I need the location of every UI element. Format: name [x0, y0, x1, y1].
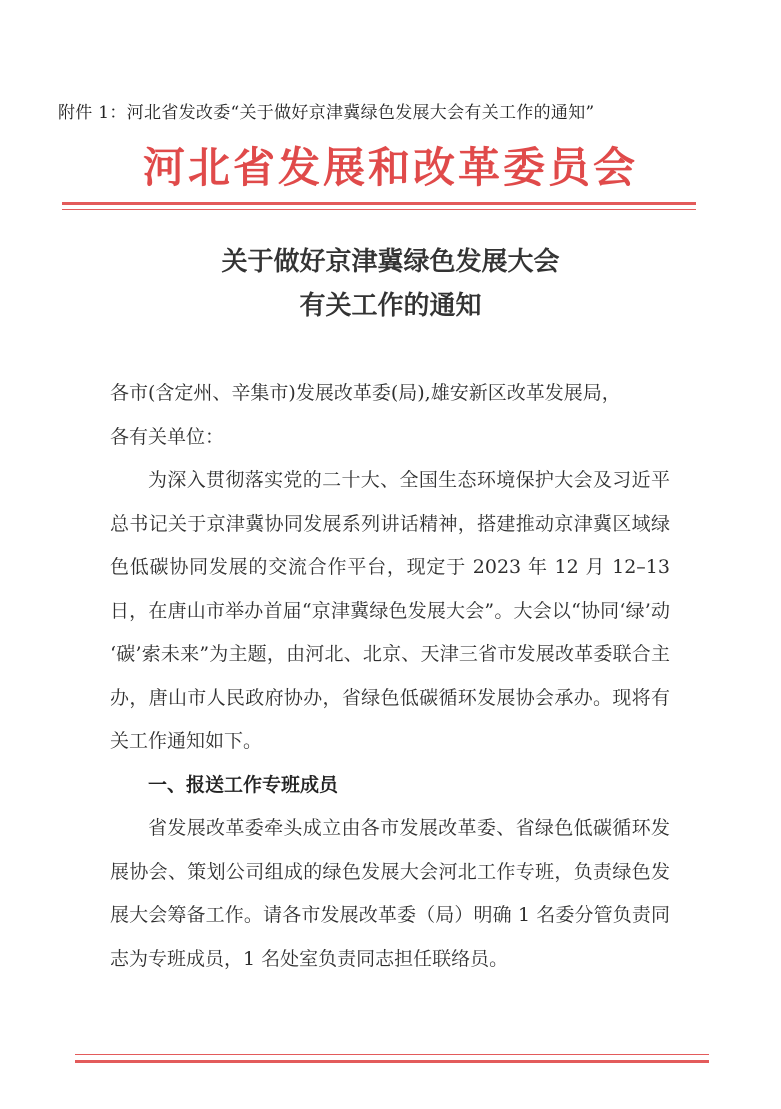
- footer-red-rule-thin: [75, 1054, 709, 1055]
- section1-paragraph: 省发展改革委牵头成立由各市发展改革委、省绿色低碳循环发展协会、策划公司组成的绿色发展大会河北工作专班，负责绿色发展大会筹备工作。请各市发展改革委（局）明确 1 名委分管负责同志为专班成员，1 名处室负责同志担任联络员。: [110, 817, 670, 970]
- agency-header: 河北省发展和改革委员会: [142, 143, 638, 192]
- salutation-line2: 各有关单位：: [110, 425, 225, 448]
- document-body: [110, 372, 670, 981]
- intro-paragraph: 为深入贯彻落实党的二十大、全国生态环境保护大会及习近平总书记关于京津冀协同发展系列讲话精神，搭建推动京津冀区域绿色低碳协同发展的交流合作平台，现定于 2023 年 12 月 12–13 日，在唐山市举办首届“京津冀绿色发展大会”。大会以“协同‘绿’动 ‘碳’索未来”为主题，由河北、北京、天津三省市发展改革委联合主办，唐山市人民政府协办，省绿色低碳循环发展协会承办。现将有关工作通知如下。: [110, 469, 670, 752]
- document-title-line1: 关于做好京津冀绿色发展大会: [221, 247, 560, 277]
- salutation-line1: 各市(含定州、辛集市)发展改革委(局),雄安新区改革发展局，: [110, 382, 621, 404]
- salutation: [110, 372, 670, 459]
- attachment-note: 附件 1：河北省发改委“关于做好京津冀绿色发展大会有关工作的通知”: [58, 103, 595, 123]
- document-title: [0, 240, 781, 328]
- footer-red-rule-thick: [75, 1060, 709, 1063]
- section1-heading: 一、报送工作专班成员: [148, 773, 339, 796]
- header-red-rule-thin: [62, 209, 696, 210]
- header-red-rule-thick: [62, 202, 696, 205]
- document-title-line2: 有关工作的通知: [299, 291, 482, 321]
